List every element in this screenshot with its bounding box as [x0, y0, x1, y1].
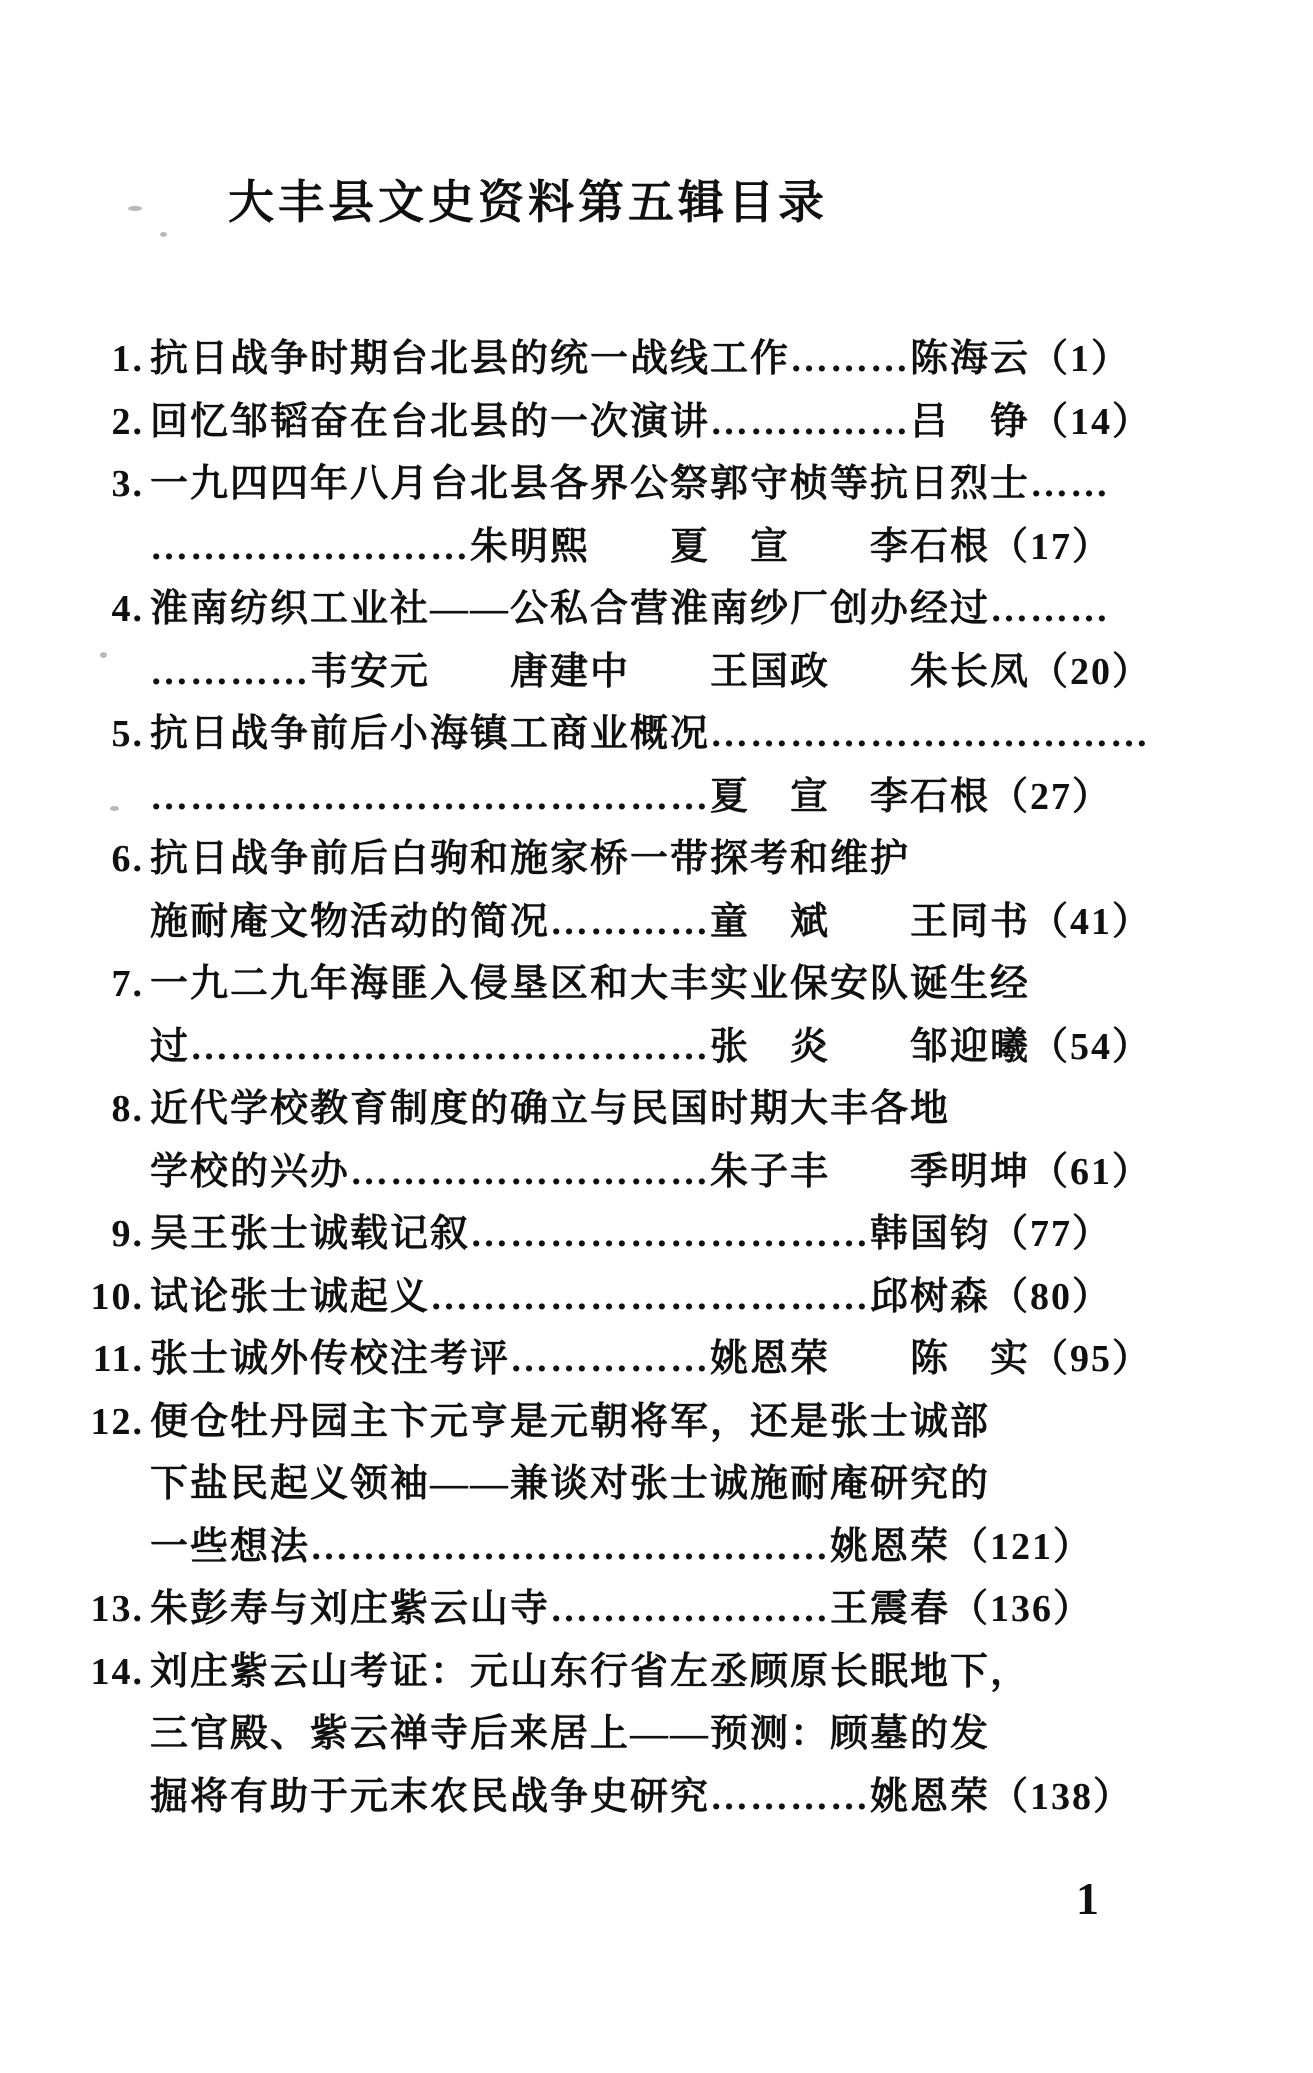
entry-line: 朱彭寿与刘庄紫云山寺…………………王震春（136）: [150, 1588, 1094, 1631]
toc-entry-14: [88, 1641, 1313, 1829]
entry-number: 2.: [111, 400, 144, 443]
toc-entry-11: [88, 1328, 1313, 1391]
entry-line: 便仓牡丹园主卞元亨是元朝将军，还是张士诚部: [150, 1400, 991, 1443]
toc-entry-8: [88, 1078, 1313, 1203]
entry-line: 过…………………………………张 炎 邹迎曦（54）: [150, 1025, 1153, 1068]
entry-line: 施耐庵文物活动的简况…………童 斌 王同书（41）: [150, 900, 1153, 943]
toc-entry-13: [88, 1578, 1313, 1641]
entry-line: ……………………朱明熙 夏 宣 李石根（17）: [150, 525, 1113, 568]
entry-number: 3.: [111, 463, 144, 506]
page-title: 大丰县文史资料第五辑目录: [228, 177, 828, 228]
entry-line: 近代学校教育制度的确立与民国时期大丰各地: [150, 1088, 951, 1131]
toc-entry-10: [88, 1266, 1313, 1329]
toc-entry-6: [88, 828, 1313, 953]
toc-entry-4: [88, 578, 1313, 703]
entry-line: 抗日战争前后小海镇工商业概况……………………………: [150, 713, 1151, 756]
entry-line: 一些想法…………………………………姚恩荣（121）: [150, 1525, 1094, 1568]
entry-number: 14.: [90, 1650, 144, 1693]
entry-line: 三官殿、紫云禅寺后来居上——预测：顾墓的发: [150, 1713, 991, 1756]
entry-number: 4.: [111, 588, 144, 631]
entry-line: 淮南纺织工业社——公私合营淮南纱厂创办经过………: [150, 588, 1111, 631]
entry-line: 试论张士诚起义……………………………邱树森（80）: [150, 1275, 1113, 1318]
entry-number: 13.: [90, 1588, 144, 1631]
entry-number: 10.: [90, 1275, 144, 1318]
entry-line: 刘庄紫云山考证：元山东行省左丞顾原长眠地下，: [150, 1650, 1031, 1693]
entry-number: 6.: [111, 838, 144, 881]
entry-number: 9.: [111, 1213, 144, 1256]
entry-number: 12.: [90, 1400, 144, 1443]
toc-entry-1: [88, 328, 1313, 391]
entry-number: 11.: [92, 1338, 144, 1381]
entry-number: 5.: [111, 713, 144, 756]
scan-speck: [160, 232, 167, 237]
entry-line: 学校的兴办………………………朱子丰 季明坤（61）: [150, 1150, 1153, 1193]
entry-line: 一九四四年八月台北县各界公祭郭守桢等抗日烈士……: [150, 463, 1111, 506]
entry-line: 抗日战争时期台北县的统一战线工作………陈海云（1）: [150, 338, 1132, 381]
toc-entry-12: [88, 1391, 1313, 1579]
entry-number: 1.: [111, 338, 144, 381]
entry-line: 下盐民起义领袖——兼谈对张士诚施耐庵研究的: [150, 1463, 991, 1506]
page-number: 1: [1076, 1873, 1099, 1924]
entry-line: …………韦安元 唐建中 王国政 朱长凤（20）: [150, 650, 1153, 693]
entry-line: 张士诚外传校注考评……………姚恩荣 陈 实（95）: [150, 1338, 1153, 1381]
toc-entry-5: [88, 703, 1313, 828]
toc-entry-7: [88, 953, 1313, 1078]
entry-line: 吴王张士诚载记叙…………………………韩国钧（77）: [150, 1213, 1113, 1256]
toc-entry-3: [88, 453, 1313, 578]
entry-line: 回忆邹韬奋在台北县的一次演讲……………吕 铮（14）: [150, 400, 1153, 443]
entry-number: 8.: [111, 1088, 144, 1131]
toc-entry-2: [88, 391, 1313, 454]
table-of-contents: [0, 328, 1313, 1828]
scan-speck: [100, 652, 107, 658]
entry-line: 掘将有助于元末农民战争史研究…………姚恩荣（138）: [150, 1775, 1134, 1818]
entry-line: ……………………………………夏 宣 李石根（27）: [150, 775, 1113, 818]
scan-speck: [110, 806, 119, 811]
entry-line: 抗日战争前后白驹和施家桥一带探考和维护: [150, 838, 911, 881]
toc-entry-9: [88, 1203, 1313, 1266]
scan-speck: [128, 206, 142, 211]
entry-number: 7.: [111, 963, 144, 1006]
entry-line: 一九二九年海匪入侵垦区和大丰实业保安队诞生经: [150, 963, 1031, 1006]
